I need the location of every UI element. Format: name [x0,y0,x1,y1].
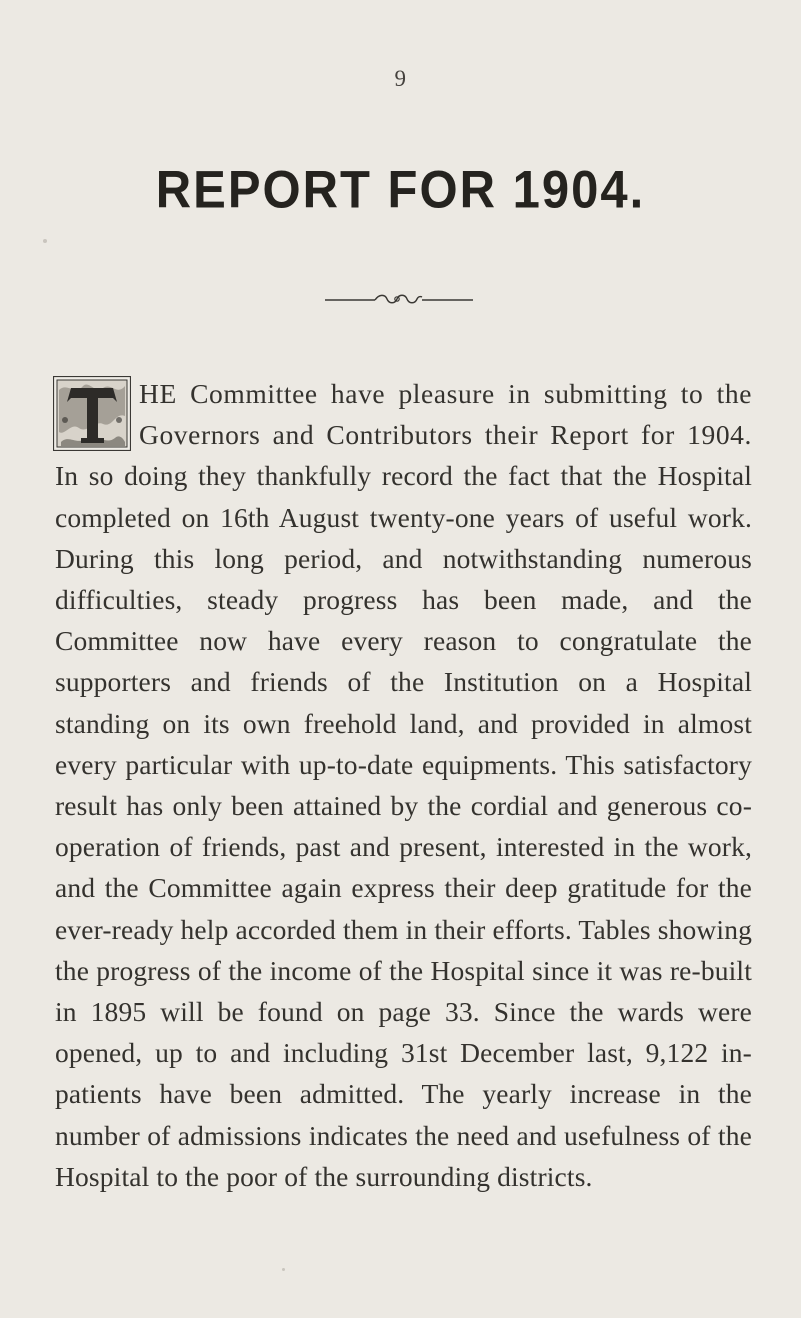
page-title: REPORT FOR 1904. [155,161,646,220]
report-lead: HE Committee have pleasure in submitting to the Governors and Contributors their Report for 1904. [139,378,752,451]
decorated-initial-t-icon [53,376,131,451]
page-number: 9 [394,66,407,91]
report-body [55,373,752,1197]
paper-speck [282,1268,285,1271]
ornamental-divider [325,292,473,306]
paper-speck [43,239,47,243]
report-paragraph: In so doing they thankfully record the fact that the Hospital completed on 16th August twenty-one years of useful work. During this long period, and notwithstanding numerous difficulties, steady progress has been made, and the Committee now have every reason to congratulate the supporters and friends of the Institution on a Hospital standing on its own freehold land, and provided in almost every particular with up-to-date equipments. This satisfactory result has only been attained by the cordial and generous co-operation of friends, past and present, interested in the work, and the Committee again express their deep gratitude for the ever-ready help accorded them in their efforts. Tables showing the progress of the income of the Hospital since it was re-built in 1895 will be found on page 33. Since the wards were opened, up to and including 31st December last, 9,122 in-patients have been admitted. The yearly increase in the number of admissions indicates the need and usefulness of the Hospital to the poor of the surrounding districts. [55,460,752,1192]
